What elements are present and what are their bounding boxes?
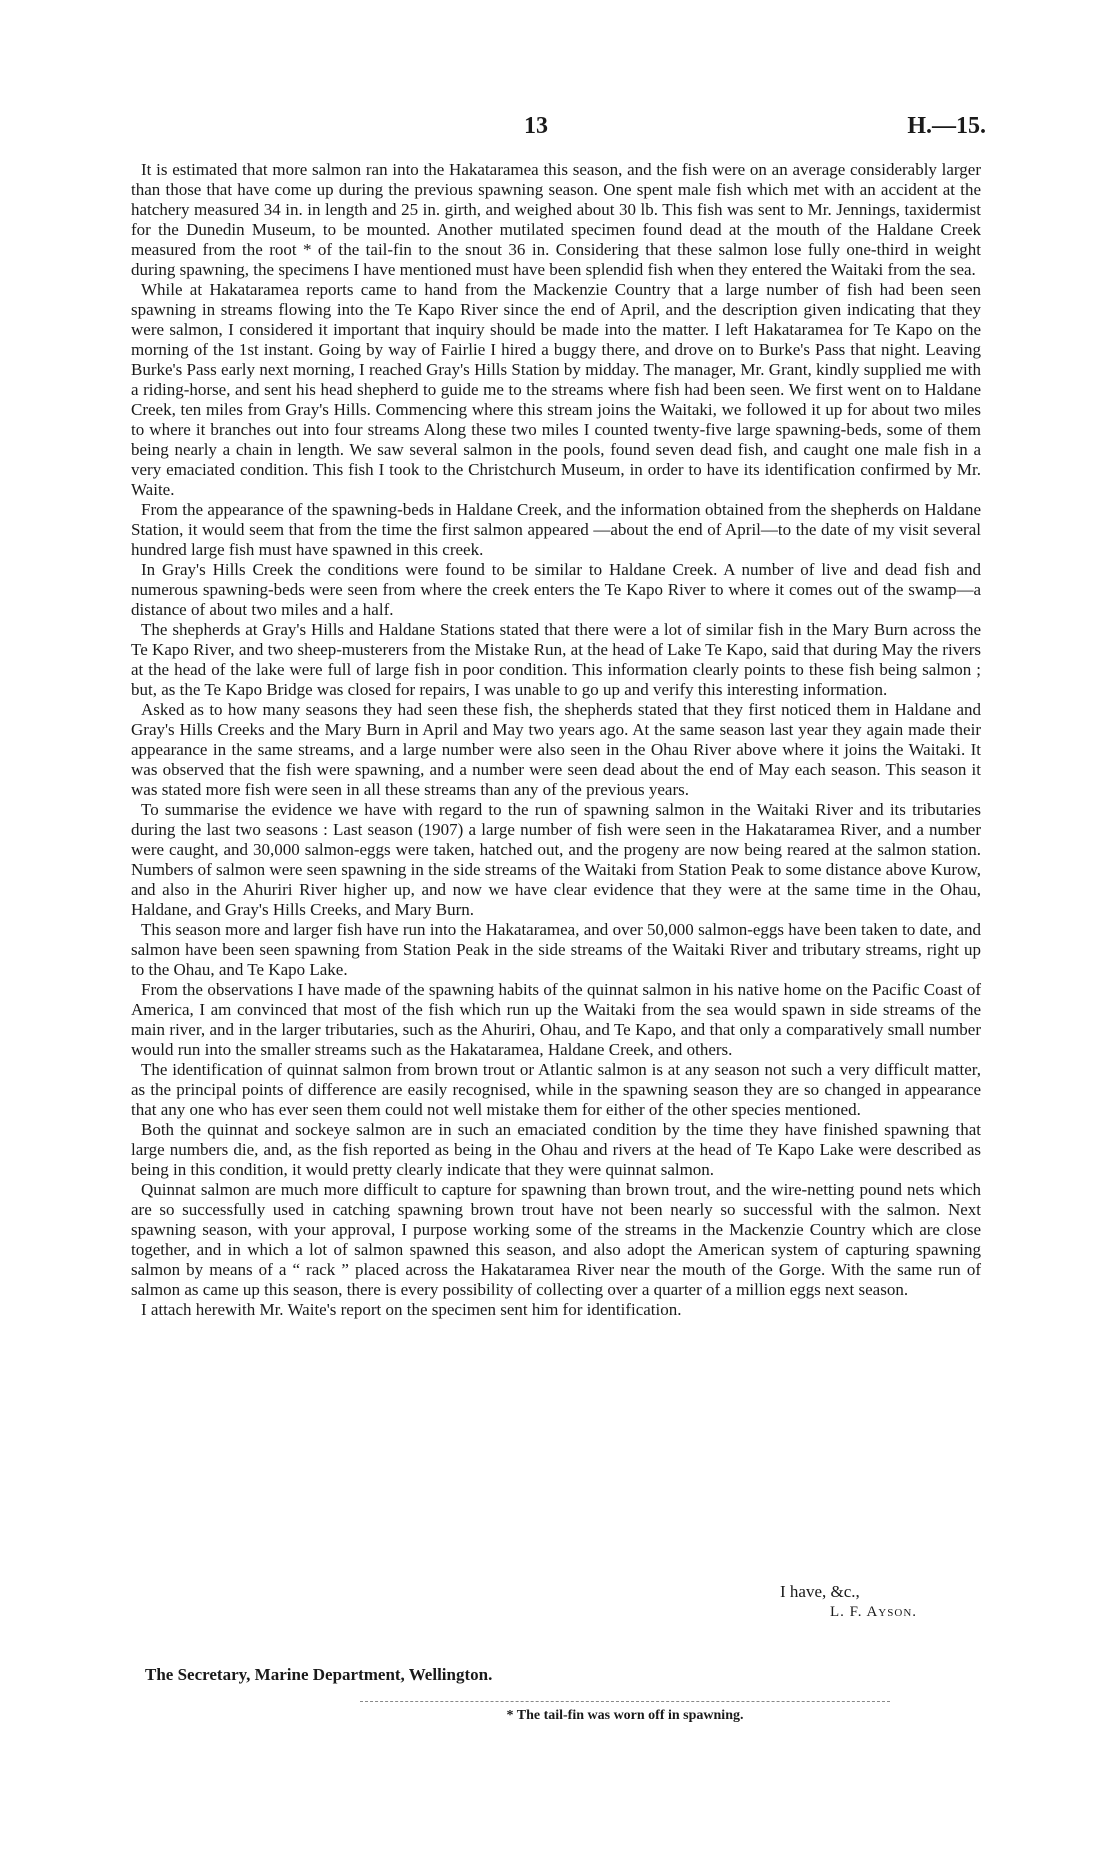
paragraph: Quinnat salmon are much more difficult to capture for spawning than brown trout, and the wire-netting pound nets which are so successfully used in catching spawning brown trout have not been nearly so successful with the salmon. Next spawning season, with your approval, I purpose working some of the streams in the Mackenzie Country which are close together, and in which a lot of salmon spawned this season, and also adopt the American system of capturing spawning salmon by means of a “ rack ” placed across the Hakataramea River near the mouth of the Gorge. With the same run of salmon as came up this season, there is every possibility of collecting over a quarter of a million eggs next season. <box>131 1180 981 1299</box>
paragraph: While at Hakataramea reports came to hand from the Mackenzie Country that a large number of fish had been seen spawning in streams flowing into the Te Kapo River since the end of April, and the description given indicating that they were salmon, I considered it important that inquiry should be made into the matter. I left Hakataramea for Te Kapo on the morning of the 1st instant. Going by way of Fairlie I hired a buggy there, and drove on to Burke's Pass that night. Leaving Burke's Pass early next morning, I reached Gray's Hills Station by midday. The manager, Mr. Grant, kindly supplied me with a riding-horse, and sent his head shepherd to guide me to the streams where fish had been seen. We first went on to Haldane Creek, ten miles from Gray's Hills. Commencing where this stream joins the Waitaki, we followed it up for about two miles to where it branches out into four streams Along these two miles I counted twenty-five large spawning-beds, some of them being nearly a chain in length. We saw several salmon in the pools, found seven dead fish, and caught one male fish in a very emaciated condition. This fish I took to the Christchurch Museum, in order to have its identification confirmed by Mr. Waite. <box>131 280 981 499</box>
paragraph: From the observations I have made of the spawning habits of the quinnat salmon in his native home on the Pacific Coast of America, I am convinced that most of the fish which run up the Waitaki from the sea would spawn in side streams of the main river, and in the larger tributaries, such as the Ahuriri, Ohau, and Te Kapo, and that only a comparatively small number would run into the smaller streams such as the Hakataramea, Haldane Creek, and others. <box>131 980 981 1059</box>
paragraph: The identification of quinnat salmon from brown trout or Atlantic salmon is at any season not such a very difficult matter, as the principal points of difference are easily recognised, while in the spawning season they are so changed in appearance that any one who has ever seen them could not well mistake them for either of the other species mentioned. <box>131 1060 981 1119</box>
signoff <box>780 1582 917 1622</box>
paragraph: In Gray's Hills Creek the conditions were found to be similar to Haldane Creek. A number of live and dead fish and numerous spawning-beds were seen from where the creek enters the Te Kapo River to where it comes out of the swamp—a distance of about two miles and a half. <box>131 560 981 619</box>
paragraph: This season more and larger fish have run into the Hakataramea, and over 50,000 salmon-eggs have been taken to date, and salmon have been seen spawning from Station Peak in the side streams of the Waitaki River and tributary streams, right up to the Ohau, and Te Kapo Lake. <box>131 920 981 979</box>
document-reference: H.—15. <box>907 113 986 139</box>
body-text <box>131 160 981 1320</box>
paragraph: It is estimated that more salmon ran into the Hakataramea this season, and the fish were on an average considerably larger than those that have come up during the previous spawning season. One spent male fish which met with an accident at the hatchery measured 34 in. in length and 25 in. girth, and weighed about 30 lb. This fish was sent to Mr. Jennings, taxidermist for the Dunedin Museum, to be mounted. Another mutilated specimen found dead at the mouth of the Haldane Creek measured from the root * of the tail-fin to the snout 36 in. Considering that these salmon lose fully one-third in weight during spawning, the specimens I have mentioned must have been splendid fish when they entered the Waitaki from the sea. <box>131 160 981 279</box>
paragraph: Asked as to how many seasons they had seen these fish, the shepherds stated that they first noticed them in Haldane and Gray's Hills Creeks and the Mary Burn in April and May two years ago. At the same season last year they again made their appearance in the same streams, and a large number were also seen in the Ohau River above where it joins the Waitaki. It was observed that the fish were spawning, and a number were seen dead about the end of May each season. This season it was stated more fish were seen in all these streams than any of the previous years. <box>131 700 981 799</box>
addressee: The Secretary, Marine Department, Wellington. <box>145 1665 493 1684</box>
page-number: 13 <box>524 113 548 139</box>
paragraph: Both the quinnat and sockeye salmon are in such an emaciated condition by the time they have finished spawning that large numbers die, and, as the fish reported as being in the Ohau and rivers at the head of Te Kapo Lake were described as being in this condition, it would pretty clearly indicate that they were quinnat salmon. <box>131 1120 981 1179</box>
footnote-rule <box>360 1701 890 1702</box>
paragraph: The shepherds at Gray's Hills and Haldane Stations stated that there were a lot of similar fish in the Mary Burn across the Te Kapo River, and two sheep-musterers from the Mistake Run, at the head of Lake Te Kapo, said that during May the rivers at the head of the lake were full of large fish in poor condition. This information clearly points to these fish being salmon ; but, as the Te Kapo Bridge was closed for repairs, I was unable to go up and verify this interesting information. <box>131 620 981 699</box>
signoff-name: L. F. Ayson. <box>830 1604 918 1620</box>
signoff-closing: I have, &c., <box>780 1582 860 1601</box>
paragraph: To summarise the evidence we have with regard to the run of spawning salmon in the Waitaki River and its tributaries during the last two seasons : Last season (1907) a large number of fish were seen in the Hakataramea River, and a number were caught, and 30,000 salmon-eggs were taken, hatched out, and the progeny are now being reared at the salmon station. Numbers of salmon were seen spawning in the side streams of the Waitaki from Station Peak to some distance above Kurow, and also in the Ahuriri River higher up, and now we have clear evidence that they were at the same time in the Ohau, Haldane, and Gray's Hills Creeks, and Mary Burn. <box>131 800 981 919</box>
paragraph: From the appearance of the spawning-beds in Haldane Creek, and the information obtained from the shepherds on Haldane Station, it would seem that from the time the first salmon appeared —about the end of April—to the date of my visit several hundred large fish must have spawned in this creek. <box>131 500 981 559</box>
footnote: * The tail-fin was worn off in spawning. <box>506 1708 744 1723</box>
paragraph: I attach herewith Mr. Waite's report on the specimen sent him for identification. <box>141 1300 682 1319</box>
